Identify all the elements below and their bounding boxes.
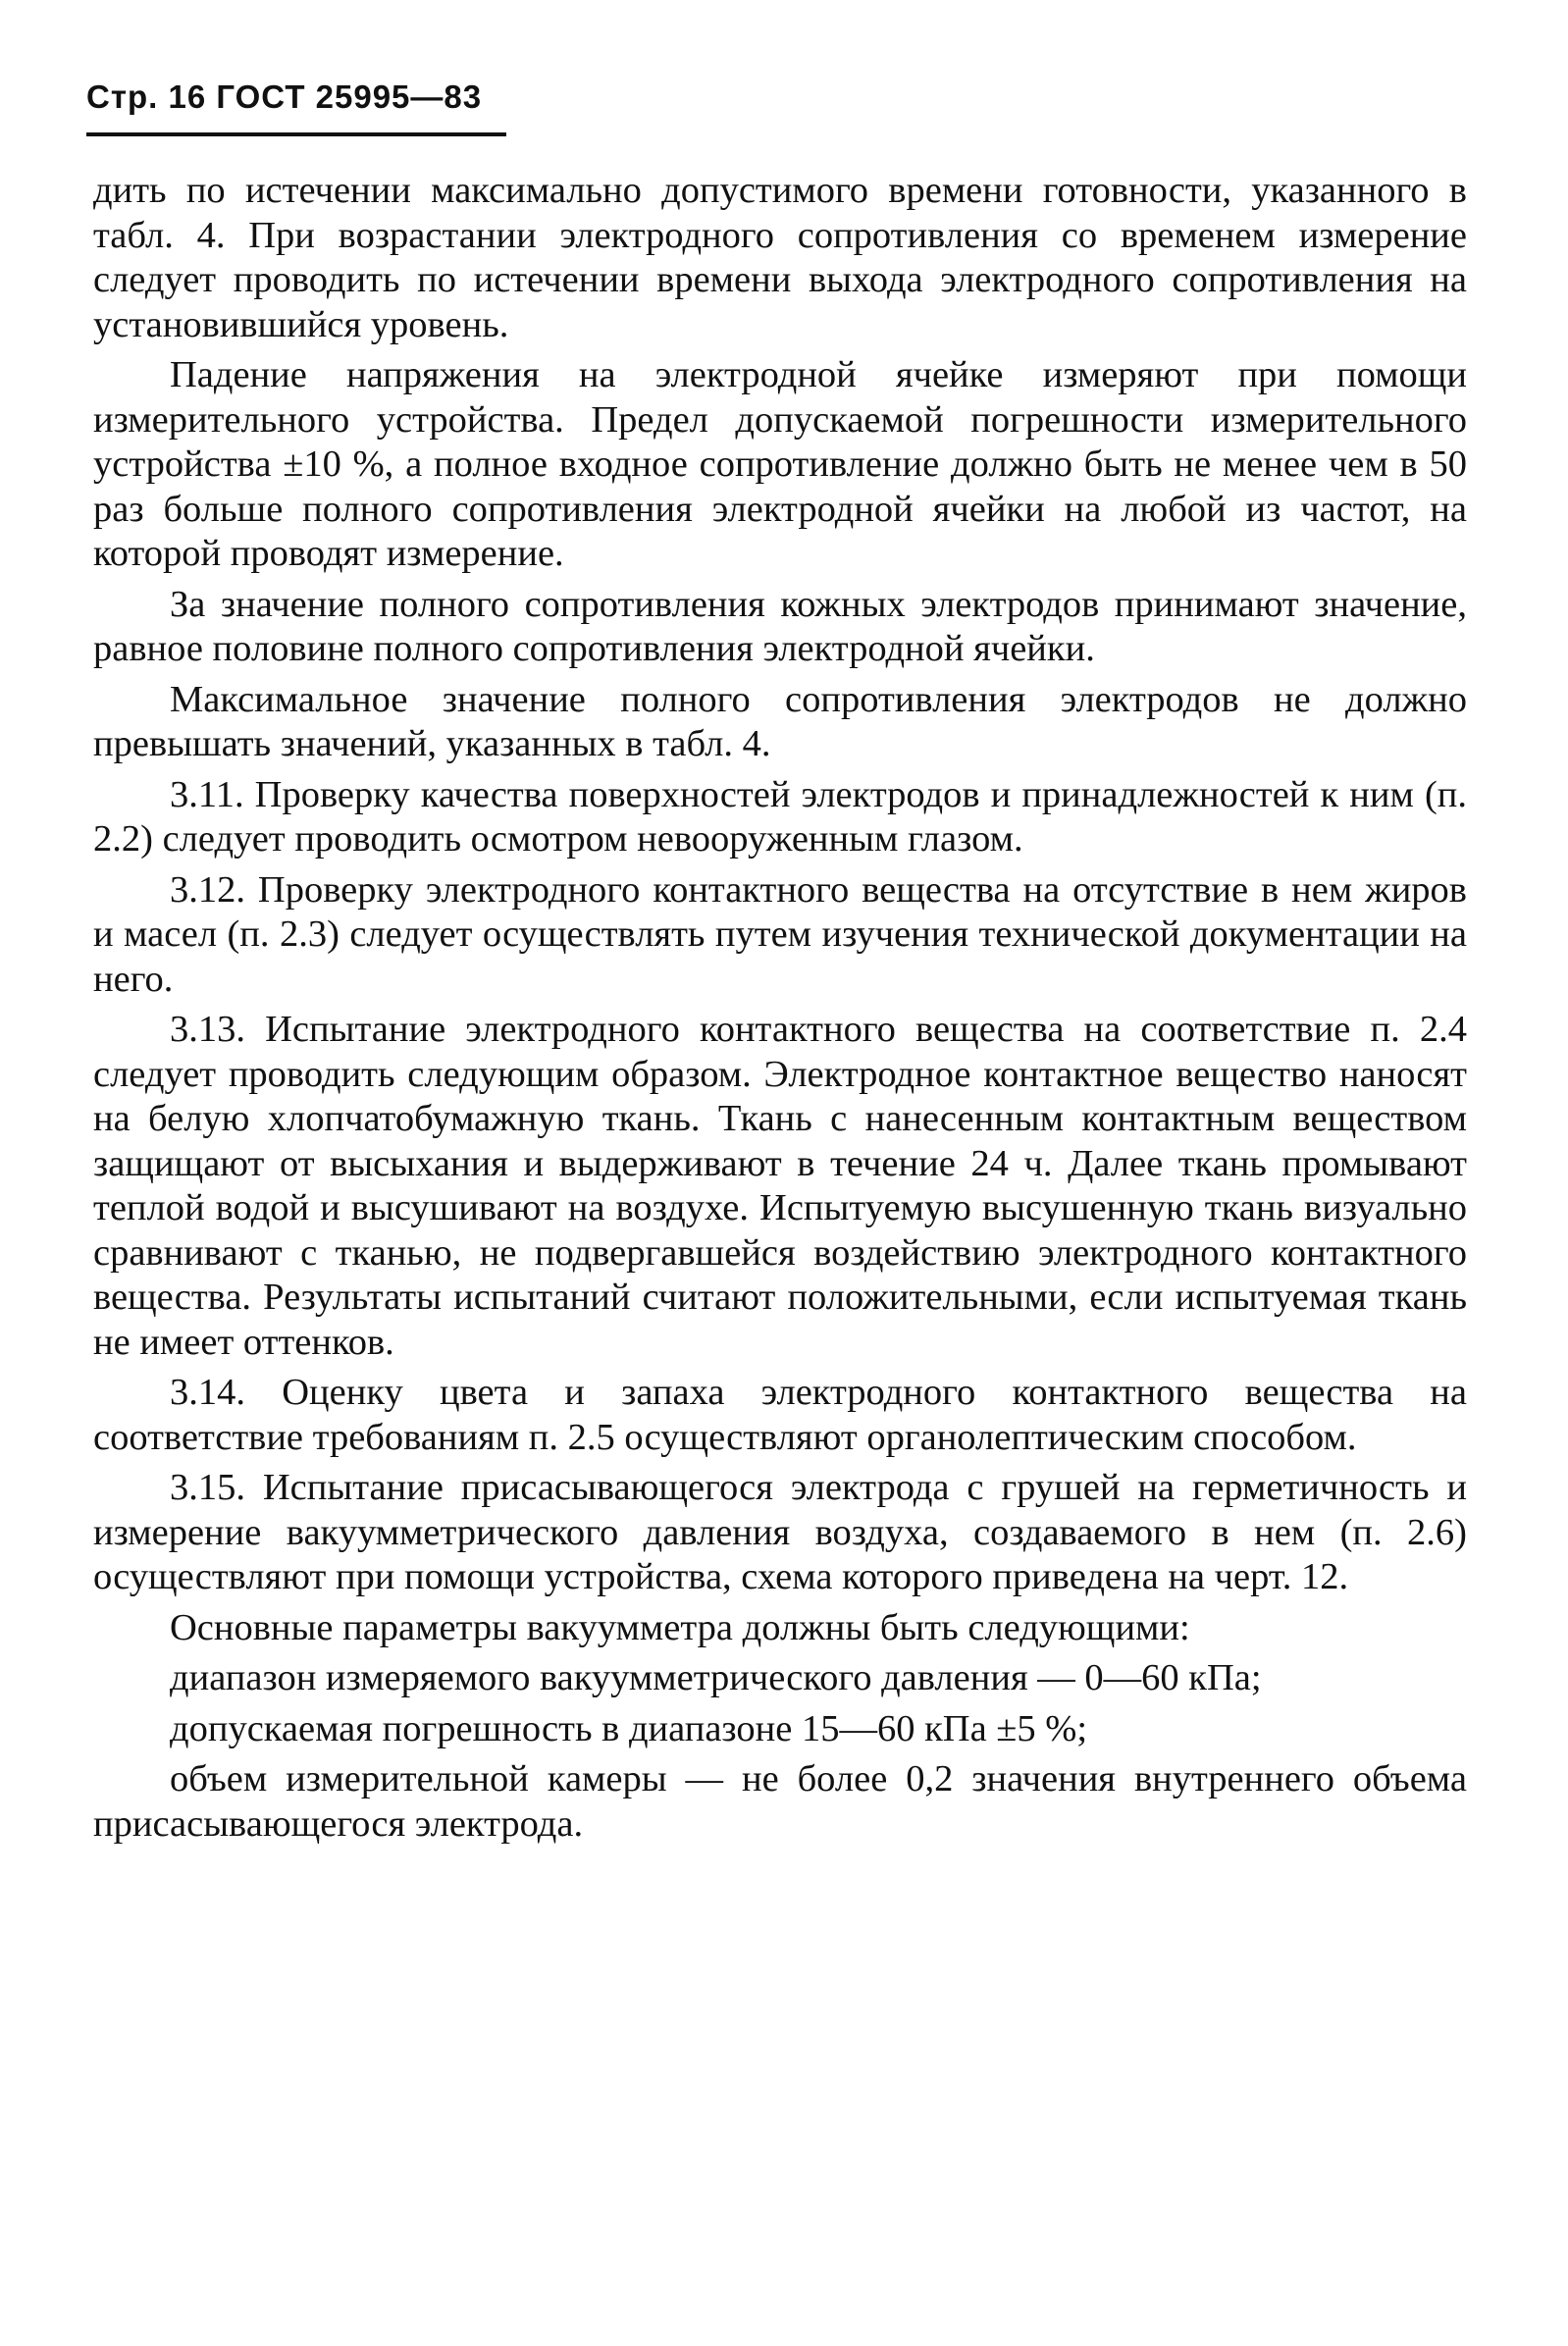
clause-3-14: 3.14. Оценку цвета и запаха электродного контактного вещества на соответствие требованиям п. 2.5 осуществляют органолептическим способом. (93, 1372, 1467, 1458)
paragraph-skin-electrode-impedance: За значение полного сопротивления кожных электродов принимают значение, равное половине полного сопротивления электродной ячейки. (93, 583, 1467, 669)
running-header: Стр. 16 ГОСТ 25995—83 (86, 78, 483, 115)
clause-3-12: 3.12. Проверку электродного контактного вещества на отсутствие в нем жиров и масел (п. 2.3) следует осуществлять путем изучения технической документации на него. (93, 868, 1467, 1000)
clause-3-11: 3.11. Проверку качества поверхностей электродов и принадлежностей к ним (п. 2.2) следует проводить осмотром невооруженным глазом. (93, 773, 1467, 860)
paragraph-vacuum-gauge-params: Основные параметры вакуумметра должны быть следующими: (170, 1606, 1190, 1648)
paragraph-voltage-drop: Падение напряжения на электродной ячейке измеряют при помощи измерительного устройства. Предел допускаемой погрешности измерительного устройства ±10 %, а полное входное сопротивление должно быть не менее чем в 50 раз больше полного сопротивления электродной ячейки на любой из частот, на которой проводят измерение. (93, 354, 1467, 574)
param-permissible-error: допускаемая погрешность в диапазоне 15—60 кПа ±5 %; (170, 1707, 1088, 1749)
paragraph-max-impedance: Максимальное значение полного сопротивления электродов не должно превышать значений, указанных в табл. 4. (93, 678, 1467, 764)
body-text (93, 169, 1467, 1852)
clause-3-15: 3.15. Испытание присасывающегося электрода с грушей на герметичность и измерение вакуумметрического давления воздуха, создаваемого в нем (п. 2.6) осуществляют при помощи устройства, схема которого приведена на черт. 12. (93, 1467, 1467, 1597)
param-chamber-volume: объем измерительной камеры — не более 0,2 значения внутреннего объема присасывающегося электрода. (93, 1758, 1467, 1845)
header-rule (86, 132, 506, 136)
clause-3-13: 3.13. Испытание электродного контактного вещества на соответствие п. 2.4 следует проводить следующим образом. Электродное контактное вещество наносят на белую хлопчатобумажную ткань. Ткань с нанесенным контактным веществом защищают от высыхания и выдерживают в течение 24 ч. Далее ткань промывают теплой водой и высушивают на воздухе. Испытуемую высушенную ткань визуально сравнивают с тканью, не подвергавшейся воздействию электродного контактного вещества. Результаты испытаний считают положительными, если испытуемая ткань не имеет оттенков. (93, 1009, 1467, 1363)
paragraph-continuation: дить по истечении максимально допустимого времени готовности, указанного в табл. 4. При возрастании электродного сопротивления со временем измерение следует проводить по истечении времени выхода электродного сопротивления на установившийся уровень. (93, 170, 1467, 345)
param-pressure-range: диапазон измеряемого вакуумметрического давления — 0—60 кПа; (170, 1657, 1262, 1698)
